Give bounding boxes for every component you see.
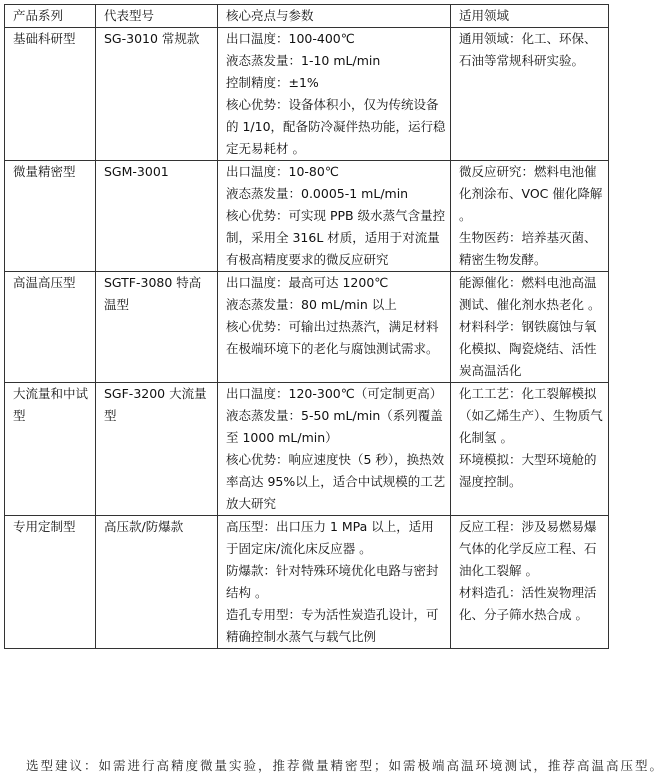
table-row	[5, 516, 609, 649]
core-line: 液态蒸发量：1-10 mL/min	[226, 53, 381, 68]
series-cell: 大流量和中试型	[5, 383, 96, 516]
core-cell	[218, 28, 451, 161]
table-header-row	[5, 5, 609, 28]
core-line: 核心优势：可输出过热蒸汽，满足材料在极端环境下的老化与腐蚀测试需求。	[226, 319, 439, 356]
apps-line: 材料科学：钢铁腐蚀与氧化模拟、陶瓷烧结、活性炭高温活化	[459, 319, 597, 378]
series-cell: 高温高压型	[5, 272, 96, 383]
apps-cell	[451, 383, 609, 516]
document-page	[4, 4, 608, 649]
core-line: 液态蒸发量：0.0005-1 mL/min	[226, 186, 409, 201]
core-line: 核心优势：可实现 PPB 级水蒸气含量控制，采用全 316L 材质，适用于对流量有极高精度要求的微反应研究	[226, 208, 446, 267]
model-cell: SG-3010 常规款	[96, 28, 218, 161]
apps-line: 通用领域：化工、环保、石油等常规科研实验。	[459, 31, 597, 68]
trailing-text-fragment	[0, 758, 664, 774]
table-row	[5, 161, 609, 272]
apps-cell	[451, 28, 609, 161]
apps-line: 环境模拟：大型环境舱的湿度控制。	[459, 452, 597, 489]
table-row	[5, 28, 609, 161]
core-cell	[218, 516, 451, 649]
core-line: 控制精度：±1%	[226, 75, 319, 90]
series-cell: 专用定制型	[5, 516, 96, 649]
core-line: 核心优势：设备体积小，仅为传统设备的 1/10，配备防冷凝伴热功能，运行稳定无易耗材 。	[226, 97, 446, 156]
apps-cell	[451, 516, 609, 649]
core-cell	[218, 383, 451, 516]
core-line: 出口温度：10-80℃	[226, 164, 339, 179]
core-cell	[218, 272, 451, 383]
apps-cell	[451, 161, 609, 272]
core-line: 液态蒸发量：80 mL/min 以上	[226, 297, 397, 312]
core-line: 核心优势：响应速度快（5 秒），换热效率高达 95%以上，适合中试规模的工艺放大研究	[226, 452, 446, 511]
apps-line: 微反应研究：燃料电池催化剂涂布、VOC 催化降解 。	[459, 164, 603, 223]
core-line: 出口温度：100-400℃	[226, 31, 355, 46]
core-line: 出口温度：120-300℃（可定制更高）	[226, 386, 443, 401]
core-cell	[218, 161, 451, 272]
model-cell: SGF-3200 大流量型	[96, 383, 218, 516]
series-cell: 微量精密型	[5, 161, 96, 272]
model-cell: SGM-3001	[96, 161, 218, 272]
product-spec-table	[4, 4, 609, 649]
apps-line: 材料造孔：活性炭物理活化、分子筛水热合成 。	[459, 585, 597, 622]
core-line: 液态蒸发量：5-50 mL/min（系列覆盖至 1000 mL/min）	[226, 408, 443, 445]
header-core: 核心亮点与参数	[218, 5, 451, 28]
core-line: 防爆款：针对特殊环境优化电路与密封结构 。	[226, 563, 439, 600]
trailing-text: 选型建议：如需进行高精度微量实验，推荐微量精密型；如需极端高温环境测试，推荐高温高压型。	[26, 758, 664, 773]
table-row	[5, 272, 609, 383]
core-line: 出口温度：最高可达 1200℃	[226, 275, 389, 290]
series-cell: 基础科研型	[5, 28, 96, 161]
apps-line: 反应工程：涉及易燃易爆气体的化学反应工程、石油化工裂解 。	[459, 519, 597, 578]
apps-cell	[451, 272, 609, 383]
core-line: 高压型：出口压力 1 MPa 以上，适用于固定床/流化床反应器 。	[226, 519, 434, 556]
core-line: 造孔专用型：专为活性炭造孔设计，可精确控制水蒸气与载气比例	[226, 607, 439, 644]
model-cell: 高压款/防爆款	[96, 516, 218, 649]
model-cell: SGTF-3080 特高温型	[96, 272, 218, 383]
apps-line: 能源催化：燃料电池高温测试、催化剂水热老化 。	[459, 275, 601, 312]
header-apps: 适用领域	[451, 5, 609, 28]
table-row	[5, 383, 609, 516]
header-model: 代表型号	[96, 5, 218, 28]
apps-line: 化工工艺：化工裂解模拟（如乙烯生产）、生物质气化制氢 。	[459, 386, 603, 445]
apps-line: 生物医药：培养基灭菌、精密生物发酵。	[459, 230, 597, 267]
header-series: 产品系列	[5, 5, 96, 28]
